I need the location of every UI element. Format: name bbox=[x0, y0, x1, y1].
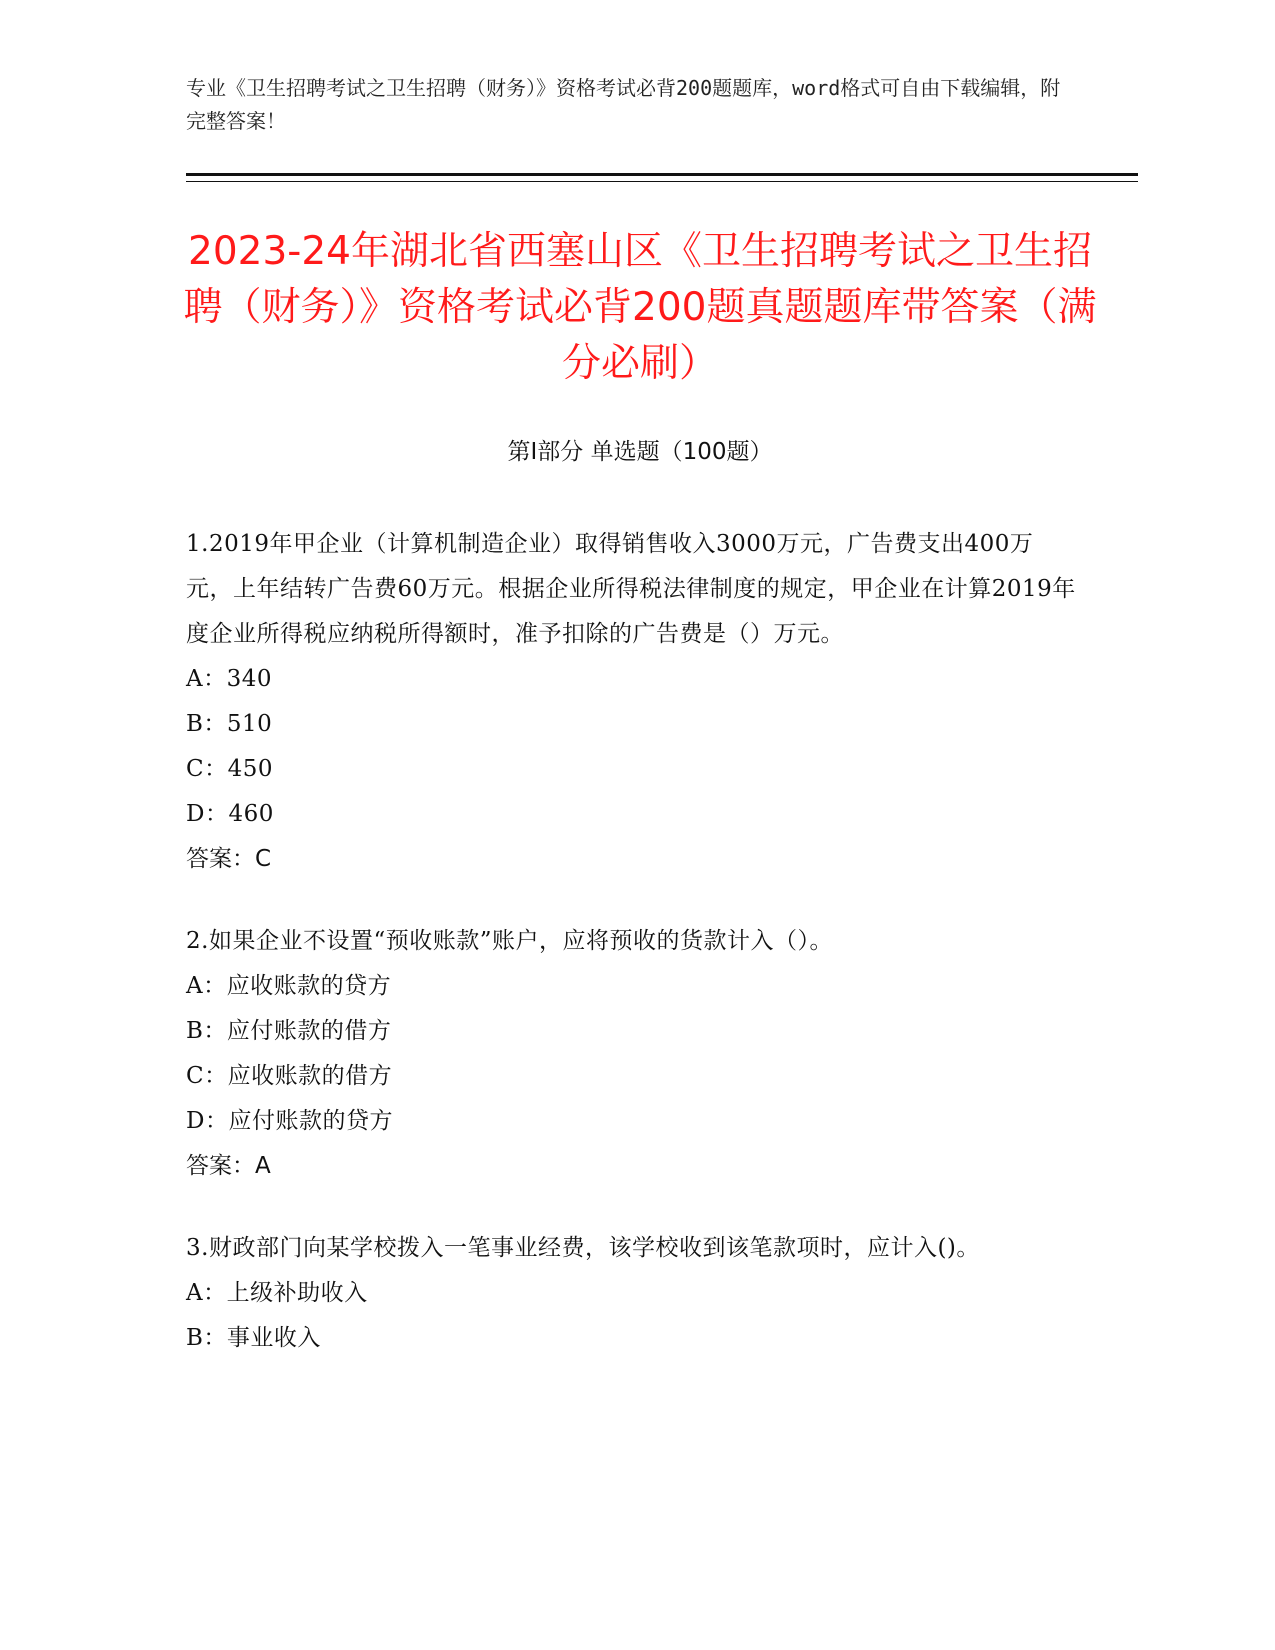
option-d: D：应付账款的贷方 bbox=[186, 1108, 393, 1134]
question-stem: 3.财政部门向某学校拨入一笔事业经费，该学校收到该笔款项时，应计入()。 bbox=[186, 1235, 980, 1261]
option-c: C：应收账款的借方 bbox=[186, 1063, 393, 1089]
option-d: D：460 bbox=[186, 801, 274, 827]
header-divider-thick bbox=[186, 173, 1138, 176]
option-c: C：450 bbox=[186, 756, 273, 782]
question-stem: 2.如果企业不设置“预收账款”账户，应将预收的货款计入（）。 bbox=[186, 928, 833, 954]
section-heading: 第I部分 单选题（100题） bbox=[507, 439, 773, 465]
option-a: A：上级补助收入 bbox=[186, 1280, 368, 1306]
question-1 bbox=[186, 522, 1076, 882]
header-note: 专业《卫生招聘考试之卫生招聘（财务）》资格考试必背200题题库，word格式可自由下载编辑，附完整答案！ bbox=[186, 76, 1061, 133]
answer-line: 答案：C bbox=[186, 846, 272, 872]
document-title: 2023-24年湖北省西塞山区《卫生招聘考试之卫生招聘（财务）》资格考试必背200题真题题库带答案（满分必刷） bbox=[183, 229, 1097, 386]
header-divider-thin bbox=[186, 181, 1138, 182]
question-2 bbox=[186, 919, 1076, 1189]
option-b: B：应付账款的借方 bbox=[186, 1018, 392, 1044]
question-list bbox=[186, 522, 1076, 1398]
question-3 bbox=[186, 1226, 1076, 1361]
question-stem: 1.2019年甲企业（计算机制造企业）取得销售收入3000万元，广告费支出400万元，上年结转广告费60万元。根据企业所得税法律制度的规定，甲企业在计算2019年度企业所得税应纳税所得额时，准予扣除的广告费是（）万元。 bbox=[186, 531, 1076, 647]
answer-line: 答案：A bbox=[186, 1153, 271, 1179]
option-b: B：事业收入 bbox=[186, 1325, 321, 1351]
option-a: A：应收账款的贷方 bbox=[186, 973, 392, 999]
option-a: A：340 bbox=[186, 666, 273, 692]
option-b: B：510 bbox=[186, 711, 273, 737]
